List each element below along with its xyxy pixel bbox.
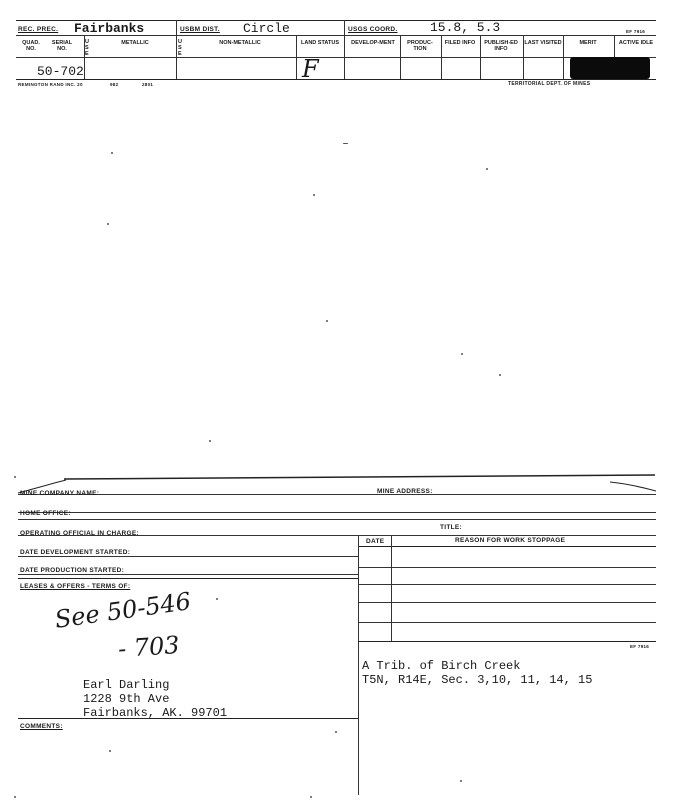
row-line	[18, 494, 656, 495]
land-status-mark: F	[302, 55, 319, 83]
card-bottom-border	[16, 79, 656, 80]
scan-speck	[343, 143, 348, 144]
column-header-divider	[16, 57, 656, 58]
date-prod-started-label: DATE PRODUCTION STARTED:	[20, 567, 125, 574]
stoppage-row	[358, 602, 656, 603]
serial-no-header: SERIAL NO.	[51, 40, 73, 52]
stoppage-left-border	[358, 535, 359, 795]
row-line	[18, 574, 358, 575]
stoppage-row	[358, 584, 656, 585]
development-header: DEVELOP-MENT	[351, 40, 395, 46]
owner-name: Earl Darling	[83, 678, 170, 692]
row-line	[18, 556, 358, 557]
stoppage-date-divider	[391, 535, 392, 641]
date-dev-started-label: DATE DEVELOPMENT STARTED:	[20, 549, 131, 556]
comments-label: COMMENTS:	[20, 723, 63, 730]
scan-speck	[335, 731, 337, 733]
imprint-left: REMINGTON RAND INC. 20	[18, 82, 83, 87]
stoppage-row	[358, 567, 656, 568]
usgs-coord-value: 15.8, 5.3	[430, 20, 501, 35]
leases-label: LEASES & OFFERS - TERMS OF:	[20, 583, 131, 590]
quad-no-header: QUAD. NO.	[22, 40, 40, 52]
published-info-header: PUBLISH-ED INFO	[484, 40, 518, 52]
use-letter: E	[178, 51, 182, 57]
title-label: TITLE:	[440, 524, 463, 531]
use-letter: U	[85, 39, 89, 45]
use-metallic-letters	[85, 39, 93, 57]
scan-speck	[310, 796, 312, 798]
usgs-coord-label: USGS COORD.	[348, 26, 398, 33]
usbm-dist-label: USBM DIST.	[180, 26, 220, 33]
non-metallic-header: NON-METALLIC	[219, 40, 261, 46]
merit-header: MERIT	[579, 40, 597, 46]
metallic-header: METALLIC	[121, 40, 149, 46]
scan-speck	[326, 320, 328, 322]
active-idle-header: ACTIVE IDLE	[618, 40, 654, 46]
scan-speck	[499, 374, 501, 376]
scan-speck	[107, 223, 109, 225]
col-divider	[176, 20, 177, 79]
owner-city: Fairbanks, AK. 99701	[83, 706, 228, 720]
use-letter: S	[85, 45, 89, 51]
land-status-header: LAND STATUS	[301, 40, 339, 46]
use-letter: E	[85, 51, 89, 57]
quad-serial-value: 50-702	[37, 64, 84, 79]
mine-company-name-label: MINE COMPANY NAME:	[20, 490, 100, 497]
handwritten-reference-line2: - 703	[117, 630, 181, 664]
scan-speck	[209, 440, 211, 442]
col-divider	[296, 35, 297, 79]
location-line1: A Trib. of Birch Creek	[362, 659, 521, 673]
last-visited-header: LAST VISITED	[524, 40, 562, 46]
scan-speck	[109, 750, 111, 752]
col-divider	[344, 20, 345, 79]
form-number-bottom: EF 7916	[630, 644, 650, 649]
row-line	[18, 578, 358, 579]
form-top-border	[0, 470, 678, 500]
reason-col-label: REASON FOR WORK STOPPAGE	[455, 537, 566, 544]
scan-speck	[14, 796, 16, 798]
operating-official-label: OPERATING OFFICIAL IN CHARGE:	[20, 530, 139, 537]
use-nonmetallic-letters	[178, 39, 186, 57]
location-line2: T5N, R14E, Sec. 3,10, 11, 14, 15	[362, 673, 593, 687]
scan-speck	[461, 353, 463, 355]
use-letter: U	[178, 39, 182, 45]
stoppage-header-line	[358, 546, 656, 547]
row-line	[18, 519, 656, 520]
stoppage-bottom	[358, 641, 656, 642]
row-line	[18, 512, 656, 513]
usbm-dist-value: Circle	[243, 21, 290, 36]
scan-speck	[313, 194, 315, 196]
stoppage-row	[358, 622, 656, 623]
production-header: PRODUC-TION	[407, 40, 433, 52]
imprint-right: TERRITORIAL DEPT. OF MINES	[508, 81, 591, 87]
filed-info-header: FILED INFO	[444, 40, 476, 46]
scan-speck	[486, 168, 488, 170]
home-office-label: HOME OFFICE:	[20, 510, 71, 517]
imprint-code: 982	[110, 82, 119, 87]
scan-speck	[111, 152, 113, 154]
scan-speck	[460, 780, 462, 782]
owner-street: 1228 9th Ave	[83, 692, 170, 706]
form-number-top: EF 7916	[626, 29, 646, 34]
mine-address-label: MINE ADDRESS:	[377, 488, 433, 495]
rec-prec-label: REC. PREC.	[18, 26, 59, 33]
use-letter: S	[178, 45, 182, 51]
handwritten-reference-line1: See 50-546	[53, 587, 193, 634]
date-col-label: DATE	[366, 538, 385, 545]
imprint-code: 2801	[142, 82, 154, 87]
scan-speck	[216, 598, 218, 600]
comments-top-line	[18, 718, 358, 719]
rec-prec-value: Fairbanks	[74, 21, 145, 36]
redaction-block	[570, 57, 650, 79]
